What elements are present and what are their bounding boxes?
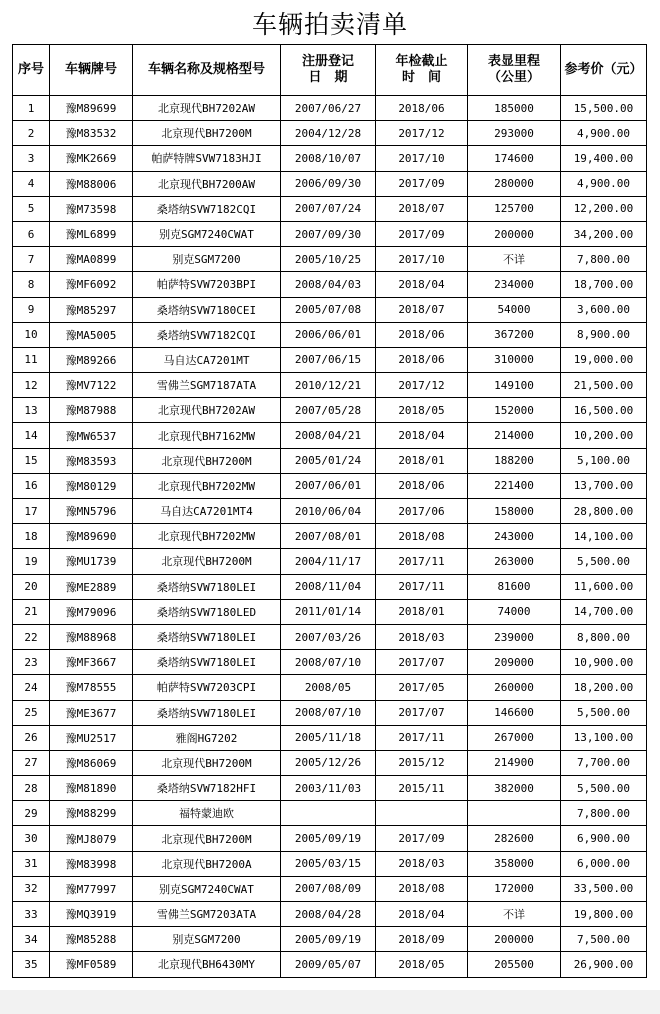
cell-name: 雅阁HG7202 <box>133 725 281 750</box>
cell-seq: 5 <box>13 196 50 221</box>
cell-price: 34,200.00 <box>561 221 647 246</box>
cell-plate: 豫MK2669 <box>50 146 133 171</box>
document-title: 车辆拍卖清单 <box>251 10 408 39</box>
cell-inspection: 2017/11 <box>376 574 468 599</box>
cell-mileage: 200000 <box>468 221 561 246</box>
cell-mileage: 280000 <box>468 171 561 196</box>
cell-inspection: 2018/08 <box>376 876 468 901</box>
table-row <box>13 952 647 977</box>
cell-plate: 豫M86069 <box>50 750 133 775</box>
cell-seq: 1 <box>13 96 50 121</box>
header-plate: 车辆牌号 <box>50 45 133 96</box>
table-row <box>13 776 647 801</box>
cell-seq: 20 <box>13 574 50 599</box>
cell-reg-date: 2004/12/28 <box>281 121 376 146</box>
cell-plate: 豫MQ3919 <box>50 902 133 927</box>
cell-price: 7,800.00 <box>561 247 647 272</box>
header-reg-date: 注册登记 日 期 <box>281 45 376 96</box>
cell-plate: 豫MU1739 <box>50 549 133 574</box>
cell-plate: 豫MF3667 <box>50 650 133 675</box>
cell-inspection: 2018/03 <box>376 624 468 649</box>
cell-plate: 豫ME3677 <box>50 700 133 725</box>
cell-seq: 10 <box>13 322 50 347</box>
cell-mileage: 267000 <box>468 725 561 750</box>
cell-plate: 豫M77997 <box>50 876 133 901</box>
cell-reg-date: 2005/07/08 <box>281 297 376 322</box>
cell-seq: 13 <box>13 398 50 423</box>
cell-inspection: 2018/01 <box>376 599 468 624</box>
cell-name: 北京现代BH7202AW <box>133 398 281 423</box>
cell-plate: 豫M83593 <box>50 448 133 473</box>
cell-inspection: 2018/08 <box>376 524 468 549</box>
cell-name: 北京现代BH6430MY <box>133 952 281 977</box>
cell-reg-date: 2007/06/01 <box>281 473 376 498</box>
cell-inspection: 2018/05 <box>376 398 468 423</box>
cell-reg-date: 2005/11/18 <box>281 725 376 750</box>
cell-reg-date: 2008/04/28 <box>281 902 376 927</box>
cell-plate: 豫M78555 <box>50 675 133 700</box>
cell-price: 12,200.00 <box>561 196 647 221</box>
cell-inspection: 2017/09 <box>376 221 468 246</box>
cell-price: 18,200.00 <box>561 675 647 700</box>
cell-mileage: 282600 <box>468 826 561 851</box>
cell-inspection: 2018/06 <box>376 96 468 121</box>
cell-mileage: 239000 <box>468 624 561 649</box>
cell-plate: 豫M88968 <box>50 624 133 649</box>
cell-inspection: 2017/05 <box>376 675 468 700</box>
cell-inspection: 2017/11 <box>376 549 468 574</box>
cell-seq: 35 <box>13 952 50 977</box>
page-bottom-band <box>0 990 660 1014</box>
cell-seq: 34 <box>13 927 50 952</box>
cell-name: 北京现代BH7200M <box>133 549 281 574</box>
cell-seq: 17 <box>13 499 50 524</box>
cell-name: 帕萨特SVW7203CPI <box>133 675 281 700</box>
table-row <box>13 549 647 574</box>
cell-reg-date: 2007/08/09 <box>281 876 376 901</box>
cell-mileage: 263000 <box>468 549 561 574</box>
cell-mileage: 146600 <box>468 700 561 725</box>
cell-name: 马自达CA7201MT4 <box>133 499 281 524</box>
table-row <box>13 322 647 347</box>
table-header-row <box>13 45 647 96</box>
cell-price: 7,800.00 <box>561 801 647 826</box>
cell-mileage <box>468 801 561 826</box>
cell-price: 3,600.00 <box>561 297 647 322</box>
cell-plate: 豫MJ8079 <box>50 826 133 851</box>
table-row <box>13 121 647 146</box>
cell-price: 19,800.00 <box>561 902 647 927</box>
cell-plate: 豫MA0899 <box>50 247 133 272</box>
cell-reg-date: 2008/10/07 <box>281 146 376 171</box>
cell-inspection: 2018/07 <box>376 297 468 322</box>
cell-price: 26,900.00 <box>561 952 647 977</box>
cell-seq: 18 <box>13 524 50 549</box>
cell-reg-date: 2008/07/10 <box>281 650 376 675</box>
cell-seq: 16 <box>13 473 50 498</box>
cell-price: 4,900.00 <box>561 171 647 196</box>
cell-price: 6,000.00 <box>561 851 647 876</box>
cell-mileage: 214900 <box>468 750 561 775</box>
table-body <box>13 96 647 978</box>
cell-price: 7,700.00 <box>561 750 647 775</box>
cell-name: 福特蒙迪欧 <box>133 801 281 826</box>
table-row <box>13 650 647 675</box>
cell-inspection: 2015/12 <box>376 750 468 775</box>
cell-seq: 29 <box>13 801 50 826</box>
cell-inspection: 2015/11 <box>376 776 468 801</box>
table-row <box>13 851 647 876</box>
cell-seq: 14 <box>13 423 50 448</box>
cell-plate: 豫ML6899 <box>50 221 133 246</box>
header-inspection: 年检截止 时 间 <box>376 45 468 96</box>
cell-price: 14,100.00 <box>561 524 647 549</box>
table-row <box>13 448 647 473</box>
table-row <box>13 347 647 372</box>
cell-name: 桑塔纳SVW7180LEI <box>133 700 281 725</box>
cell-name: 北京现代BH7202MW <box>133 473 281 498</box>
cell-inspection: 2018/04 <box>376 272 468 297</box>
cell-mileage: 172000 <box>468 876 561 901</box>
cell-plate: 豫M73598 <box>50 196 133 221</box>
cell-mileage: 234000 <box>468 272 561 297</box>
table-row <box>13 599 647 624</box>
cell-reg-date: 2006/06/01 <box>281 322 376 347</box>
cell-mileage: 不详 <box>468 247 561 272</box>
cell-plate: 豫M79096 <box>50 599 133 624</box>
cell-mileage: 125700 <box>468 196 561 221</box>
cell-mileage: 54000 <box>468 297 561 322</box>
cell-reg-date: 2007/03/26 <box>281 624 376 649</box>
cell-reg-date: 2005/09/19 <box>281 826 376 851</box>
cell-plate: 豫MA5005 <box>50 322 133 347</box>
cell-inspection: 2017/12 <box>376 373 468 398</box>
cell-name: 别克SGM7240CWAT <box>133 876 281 901</box>
cell-seq: 26 <box>13 725 50 750</box>
table-row <box>13 247 647 272</box>
table-row <box>13 624 647 649</box>
cell-reg-date: 2011/01/14 <box>281 599 376 624</box>
header-seq: 序号 <box>13 45 50 96</box>
cell-seq: 7 <box>13 247 50 272</box>
cell-name: 桑塔纳SVW7180CEI <box>133 297 281 322</box>
cell-plate: 豫MN5796 <box>50 499 133 524</box>
cell-plate: 豫M83532 <box>50 121 133 146</box>
table-row <box>13 801 647 826</box>
cell-plate: 豫M87988 <box>50 398 133 423</box>
cell-inspection: 2017/09 <box>376 171 468 196</box>
table-row <box>13 221 647 246</box>
cell-reg-date: 2007/07/24 <box>281 196 376 221</box>
cell-seq: 8 <box>13 272 50 297</box>
cell-inspection: 2018/05 <box>376 952 468 977</box>
cell-price: 5,100.00 <box>561 448 647 473</box>
cell-price: 19,000.00 <box>561 347 647 372</box>
cell-name: 桑塔纳SVW7182HFI <box>133 776 281 801</box>
table-row <box>13 196 647 221</box>
cell-inspection: 2018/01 <box>376 448 468 473</box>
cell-seq: 19 <box>13 549 50 574</box>
cell-name: 北京现代BH7202MW <box>133 524 281 549</box>
cell-inspection: 2017/12 <box>376 121 468 146</box>
cell-price: 4,900.00 <box>561 121 647 146</box>
header-name: 车辆名称及规格型号 <box>133 45 281 96</box>
cell-seq: 24 <box>13 675 50 700</box>
cell-plate: 豫M89690 <box>50 524 133 549</box>
cell-plate: 豫M81890 <box>50 776 133 801</box>
cell-mileage: 367200 <box>468 322 561 347</box>
cell-inspection: 2018/06 <box>376 347 468 372</box>
table-row <box>13 750 647 775</box>
cell-price: 5,500.00 <box>561 549 647 574</box>
cell-mileage: 200000 <box>468 927 561 952</box>
cell-seq: 32 <box>13 876 50 901</box>
table-row <box>13 675 647 700</box>
table-row <box>13 574 647 599</box>
cell-reg-date: 2005/09/19 <box>281 927 376 952</box>
cell-mileage: 188200 <box>468 448 561 473</box>
cell-mileage: 358000 <box>468 851 561 876</box>
cell-name: 别克SGM7240CWAT <box>133 221 281 246</box>
cell-reg-date: 2007/05/28 <box>281 398 376 423</box>
table-row <box>13 96 647 121</box>
cell-name: 北京现代BH7200AW <box>133 171 281 196</box>
cell-price: 33,500.00 <box>561 876 647 901</box>
cell-price: 28,800.00 <box>561 499 647 524</box>
cell-plate: 豫M83998 <box>50 851 133 876</box>
cell-plate: 豫MU2517 <box>50 725 133 750</box>
cell-seq: 23 <box>13 650 50 675</box>
cell-reg-date: 2005/12/26 <box>281 750 376 775</box>
cell-plate: 豫MF0589 <box>50 952 133 977</box>
cell-name: 桑塔纳SVW7180LEI <box>133 574 281 599</box>
cell-price: 14,700.00 <box>561 599 647 624</box>
cell-name: 帕萨特SVW7203BPI <box>133 272 281 297</box>
cell-name: 北京现代BH7202AW <box>133 96 281 121</box>
cell-mileage: 205500 <box>468 952 561 977</box>
cell-mileage: 158000 <box>468 499 561 524</box>
cell-seq: 4 <box>13 171 50 196</box>
cell-price: 5,500.00 <box>561 700 647 725</box>
cell-price: 8,800.00 <box>561 624 647 649</box>
cell-plate: 豫ME2889 <box>50 574 133 599</box>
cell-inspection: 2018/06 <box>376 322 468 347</box>
cell-reg-date: 2004/11/17 <box>281 549 376 574</box>
table-row <box>13 927 647 952</box>
cell-seq: 11 <box>13 347 50 372</box>
table-row <box>13 423 647 448</box>
table-row <box>13 146 647 171</box>
table-row <box>13 373 647 398</box>
cell-inspection: 2017/10 <box>376 247 468 272</box>
cell-inspection <box>376 801 468 826</box>
cell-name: 马自达CA7201MT <box>133 347 281 372</box>
cell-seq: 9 <box>13 297 50 322</box>
cell-price: 10,900.00 <box>561 650 647 675</box>
table-row <box>13 876 647 901</box>
cell-reg-date: 2008/04/21 <box>281 423 376 448</box>
cell-plate: 豫MW6537 <box>50 423 133 448</box>
cell-inspection: 2017/07 <box>376 650 468 675</box>
cell-name: 桑塔纳SVW7180LEI <box>133 624 281 649</box>
table-row <box>13 398 647 423</box>
cell-price: 21,500.00 <box>561 373 647 398</box>
cell-seq: 22 <box>13 624 50 649</box>
cell-mileage: 243000 <box>468 524 561 549</box>
cell-name: 桑塔纳SVW7182CQI <box>133 322 281 347</box>
cell-reg-date: 2007/09/30 <box>281 221 376 246</box>
cell-name: 帕萨特牌SVW7183HJI <box>133 146 281 171</box>
cell-name: 桑塔纳SVW7180LEI <box>133 650 281 675</box>
cell-inspection: 2018/09 <box>376 927 468 952</box>
table-row <box>13 473 647 498</box>
table-row <box>13 725 647 750</box>
cell-plate: 豫MF6092 <box>50 272 133 297</box>
cell-mileage: 174600 <box>468 146 561 171</box>
cell-price: 8,900.00 <box>561 322 647 347</box>
cell-price: 11,600.00 <box>561 574 647 599</box>
cell-reg-date: 2007/06/15 <box>281 347 376 372</box>
cell-price: 15,500.00 <box>561 96 647 121</box>
cell-inspection: 2018/04 <box>376 902 468 927</box>
cell-reg-date: 2008/11/04 <box>281 574 376 599</box>
cell-reg-date: 2008/07/10 <box>281 700 376 725</box>
cell-mileage: 293000 <box>468 121 561 146</box>
cell-seq: 3 <box>13 146 50 171</box>
cell-seq: 31 <box>13 851 50 876</box>
cell-price: 13,700.00 <box>561 473 647 498</box>
cell-price: 19,400.00 <box>561 146 647 171</box>
cell-plate: 豫MV7122 <box>50 373 133 398</box>
cell-name: 北京现代BH7200M <box>133 750 281 775</box>
cell-reg-date: 2005/01/24 <box>281 448 376 473</box>
cell-inspection: 2017/06 <box>376 499 468 524</box>
cell-mileage: 260000 <box>468 675 561 700</box>
cell-reg-date: 2010/12/21 <box>281 373 376 398</box>
cell-mileage: 221400 <box>468 473 561 498</box>
cell-inspection: 2017/10 <box>376 146 468 171</box>
cell-name: 北京现代BH7200M <box>133 121 281 146</box>
vehicle-auction-table <box>12 44 647 978</box>
cell-mileage: 382000 <box>468 776 561 801</box>
cell-inspection: 2017/07 <box>376 700 468 725</box>
table-row <box>13 524 647 549</box>
cell-seq: 6 <box>13 221 50 246</box>
cell-reg-date: 2008/05 <box>281 675 376 700</box>
cell-name: 雪佛兰SGM7187ATA <box>133 373 281 398</box>
cell-price: 7,500.00 <box>561 927 647 952</box>
table-row <box>13 700 647 725</box>
cell-mileage: 310000 <box>468 347 561 372</box>
cell-price: 16,500.00 <box>561 398 647 423</box>
table-row <box>13 272 647 297</box>
cell-reg-date: 2009/05/07 <box>281 952 376 977</box>
cell-reg-date: 2008/04/03 <box>281 272 376 297</box>
table-row <box>13 902 647 927</box>
cell-mileage: 152000 <box>468 398 561 423</box>
cell-reg-date: 2003/11/03 <box>281 776 376 801</box>
cell-name: 别克SGM7200 <box>133 247 281 272</box>
cell-name: 雪佛兰SGM7203ATA <box>133 902 281 927</box>
cell-name: 北京现代BH7200M <box>133 448 281 473</box>
table-row <box>13 297 647 322</box>
table-row <box>13 499 647 524</box>
cell-reg-date: 2007/08/01 <box>281 524 376 549</box>
cell-price: 18,700.00 <box>561 272 647 297</box>
cell-plate: 豫M80129 <box>50 473 133 498</box>
cell-seq: 15 <box>13 448 50 473</box>
cell-price: 6,900.00 <box>561 826 647 851</box>
cell-mileage: 不详 <box>468 902 561 927</box>
cell-inspection: 2018/07 <box>376 196 468 221</box>
cell-plate: 豫M89266 <box>50 347 133 372</box>
cell-mileage: 185000 <box>468 96 561 121</box>
cell-name: 桑塔纳SVW7182CQI <box>133 196 281 221</box>
cell-price: 5,500.00 <box>561 776 647 801</box>
cell-seq: 25 <box>13 700 50 725</box>
header-mileage: 表显里程 （公里） <box>468 45 561 96</box>
cell-inspection: 2018/03 <box>376 851 468 876</box>
cell-plate: 豫M85288 <box>50 927 133 952</box>
cell-reg-date: 2010/06/04 <box>281 499 376 524</box>
cell-inspection: 2017/09 <box>376 826 468 851</box>
cell-inspection: 2018/06 <box>376 473 468 498</box>
cell-reg-date <box>281 801 376 826</box>
cell-plate: 豫M85297 <box>50 297 133 322</box>
cell-reg-date: 2007/06/27 <box>281 96 376 121</box>
cell-seq: 28 <box>13 776 50 801</box>
cell-price: 13,100.00 <box>561 725 647 750</box>
cell-reg-date: 2006/09/30 <box>281 171 376 196</box>
cell-mileage: 214000 <box>468 423 561 448</box>
header-price: 参考价（元） <box>561 45 647 96</box>
cell-seq: 2 <box>13 121 50 146</box>
cell-name: 桑塔纳SVW7180LED <box>133 599 281 624</box>
cell-reg-date: 2005/03/15 <box>281 851 376 876</box>
cell-mileage: 81600 <box>468 574 561 599</box>
cell-name: 别克SGM7200 <box>133 927 281 952</box>
cell-seq: 33 <box>13 902 50 927</box>
table-row <box>13 826 647 851</box>
cell-price: 10,200.00 <box>561 423 647 448</box>
cell-seq: 12 <box>13 373 50 398</box>
cell-seq: 30 <box>13 826 50 851</box>
cell-inspection: 2018/04 <box>376 423 468 448</box>
cell-name: 北京现代BH7162MW <box>133 423 281 448</box>
cell-name: 北京现代BH7200A <box>133 851 281 876</box>
cell-mileage: 209000 <box>468 650 561 675</box>
cell-inspection: 2017/11 <box>376 725 468 750</box>
cell-plate: 豫M88006 <box>50 171 133 196</box>
cell-plate: 豫M89699 <box>50 96 133 121</box>
cell-name: 北京现代BH7200M <box>133 826 281 851</box>
cell-mileage: 149100 <box>468 373 561 398</box>
cell-seq: 21 <box>13 599 50 624</box>
cell-mileage: 74000 <box>468 599 561 624</box>
cell-plate: 豫M88299 <box>50 801 133 826</box>
cell-reg-date: 2005/10/25 <box>281 247 376 272</box>
table-row <box>13 171 647 196</box>
cell-seq: 27 <box>13 750 50 775</box>
